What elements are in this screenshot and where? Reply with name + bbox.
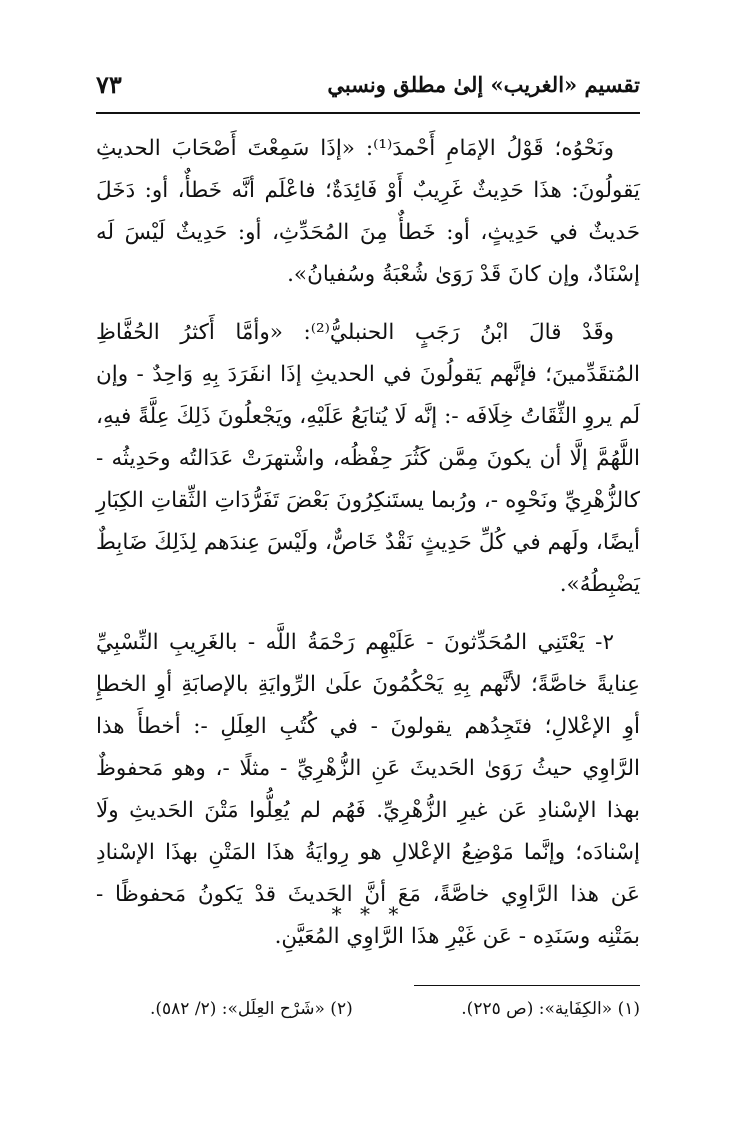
section-separator: * * * xyxy=(331,902,405,926)
footnote-2: (٢) «شَرْح العِلَل»: (٢/ ٥٨٢). xyxy=(150,999,353,1019)
page-header xyxy=(96,62,640,106)
footnotes xyxy=(150,995,640,1023)
page-number: ٧٣ xyxy=(96,69,122,99)
paragraph-ibn-rajab-quote: وقَدْ قالَ ابْنُ رَجَبٍ الحنبليُّ⁽²⁾: «وأمَّا أَكثرُ الحُفَّاظِ المُتقَدِّمينَ؛ فإنَّهم يَقولُونَ في الحديثِ إذَا انفَرَدَ بِهِ وَاحِدٌ - وإن لَم يروِ الثِّقَاتُ خِلَافَه -: إنَّه لَا يُتابَعُ عَلَيْهِ، ويَجْعلُونَ ذَلِكَ عِلَّةً فيهِ، اللَّهُمَّ إلَّا أن يكونَ مِمَّن كَثُرَ حِفْظُه، واشْتهرَتْ عَدَالتُه وحَدِيثُه - كالزُّهْرِيِّ ونَحْوِه -، ورُبما يستَنكِرُونَ بَعْضَ تَفَرُّدَاتِ الثِّقاتِ الكِبَارِ أيضًا، ولَهم في كُلِّ حَدِيثٍ نَقْدٌ خَاصٌّ، ولَيْسَ عِندَهم لِذَلِكَ ضَابِطٌ يَضْبِطُهُ». xyxy=(96,320,640,597)
paragraph-point-2: ٢- يَعْتَنِي المُحَدِّثونَ - عَلَيْهِم رَحْمَةُ اللَّه - بالغَرِيبِ النِّسْبِيِّ عِنايةً خاصَّةً؛ لأنَّهم بِهِ يَحْكُمُونَ علَىٰ الرِّوايَةِ بالإصابَةِ أوِ الخطإِ أوِ الإعْلالِ؛ فتَجِدُهم يقولونَ - في كُتُبِ العِلَلِ -: أخطأَ هذا الرَّاوِي حيثُ رَوَىٰ الحَديثَ عَنِ الزُّهْرِيِّ - مثلًا -، وهو مَحفوظٌ بهذا الإسْنادِ عَن غيرِ الزُّهْرِيِّ. فَهُم لم يُعِلُّوا مَتْنَ الحَديثِ ولَا إسْنادَه؛ وإنَّما مَوْضِعُ الإعْلالِ هو رِوايَةُ هذَا المَتْنِ بهذَا الإسْنادِ عَن هذا الرَّاوِي خاصَّةً، مَعَ أنَّ الحَديثَ قدْ يَكونُ مَحفوظًا - بمَتْنِه وسَنَدِه - عَن غَيْرِ هذَا الرَّاوِي المُعَيَّنِ. xyxy=(96,630,640,949)
paragraph-ahmad-quote: ونَحْوُه؛ قَوْلُ الإمَامِ أَحْمدَ⁽¹⁾: «إذَا سَمِعْتَ أَصْحَابَ الحديثِ يَقولُونَ: هذَا حَدِيثٌ غَرِيبٌ أَوْ فَائِدَةٌ؛ فاعْلَم أنَّه خَطأٌ، أو: دَخَلَ حَديثٌ في حَدِيثٍ، أو: خَطأٌ مِنَ المُحَدِّثِ، أو: حَدِيثٌ لَيْسَ لَه إسْنَادٌ، وإن كانَ قَدْ رَوَىٰ شُعْبَةُ وسُفيانُ». xyxy=(96,136,640,287)
footnote-rule xyxy=(414,985,640,986)
footnote-1: (١) «الكِفَاية»: (ص ٢٢٥). xyxy=(461,999,640,1019)
header-rule xyxy=(96,112,640,114)
page-body xyxy=(96,128,640,958)
running-title: تقسيم «الغريب» إلىٰ مطلق ونسبي xyxy=(327,71,640,97)
